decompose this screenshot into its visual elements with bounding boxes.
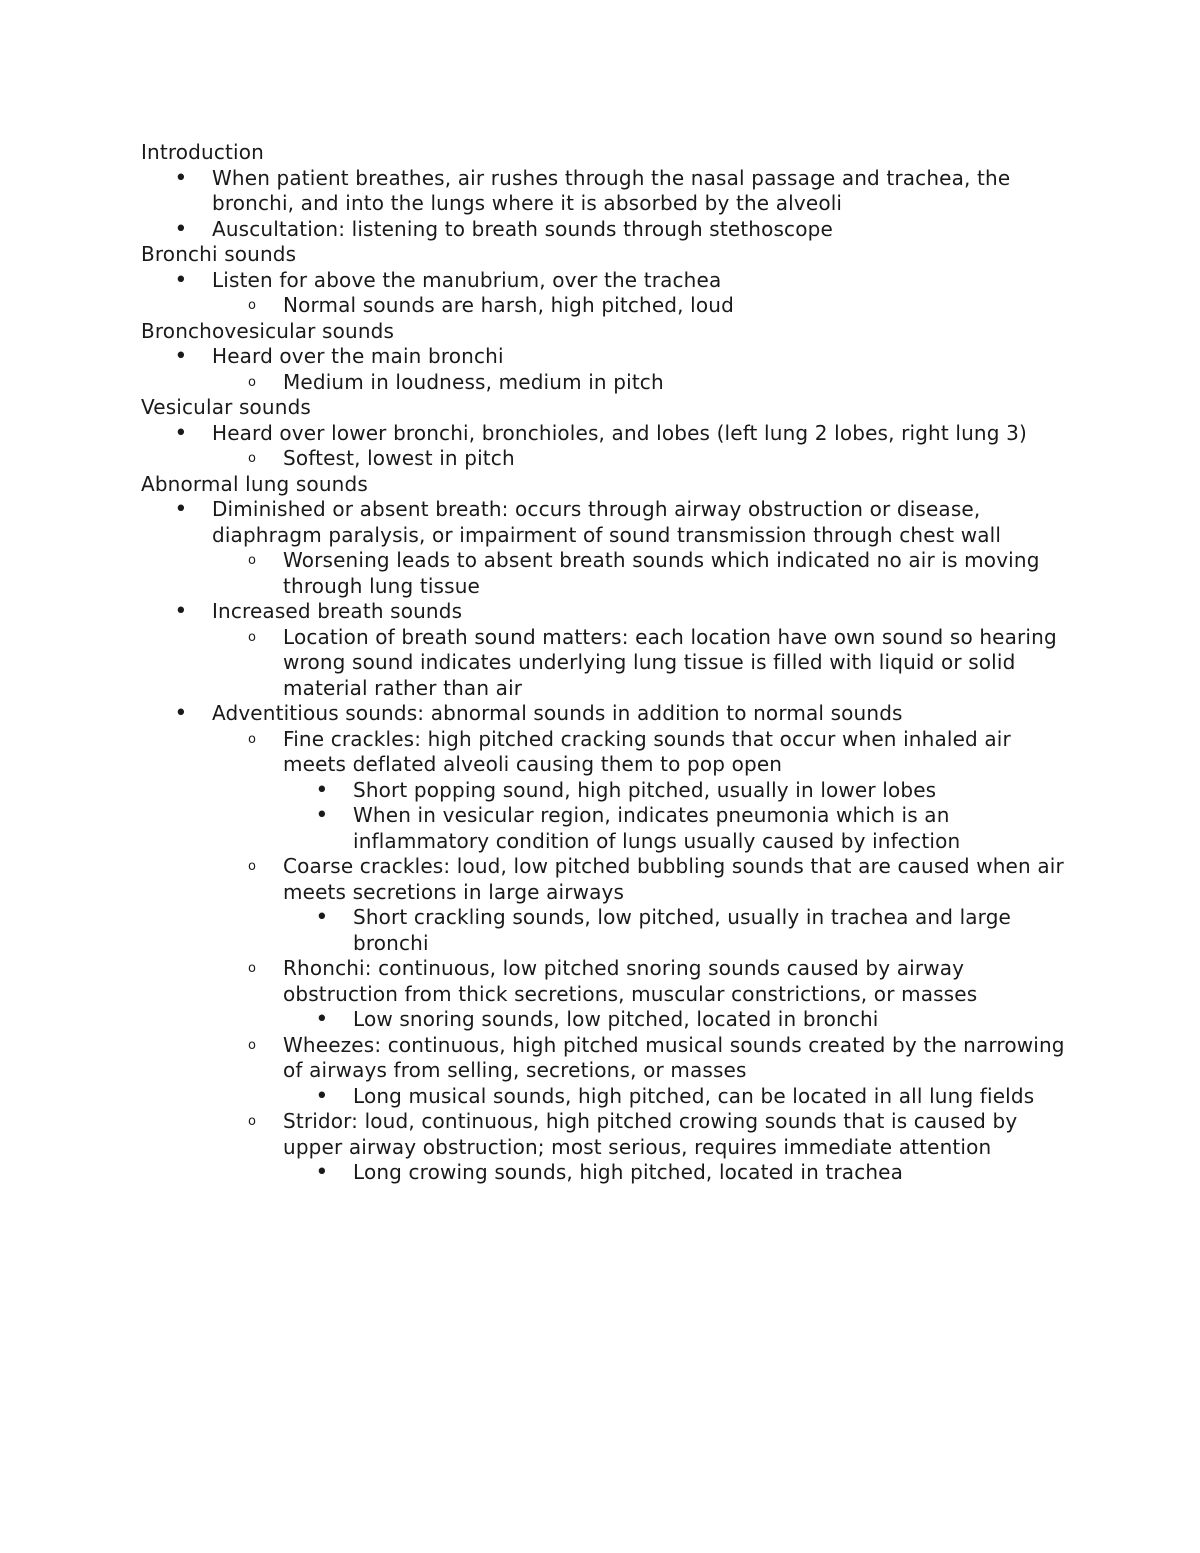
list-item xyxy=(141,1007,1080,1033)
bullet-icon: • xyxy=(315,905,329,930)
list-item xyxy=(141,344,1080,370)
bullet-icon: • xyxy=(315,1007,329,1032)
list-item xyxy=(141,1160,1080,1186)
list-item xyxy=(141,497,1080,548)
bullet-icon: • xyxy=(315,1083,329,1109)
bullet-icon: • xyxy=(315,1160,329,1185)
circle-bullet-icon: o xyxy=(247,451,257,466)
list-item-text: Rhonchi: continuous, low pitched snoring sounds caused by airway obstruction from thick secretions, muscular constrictions, or masses xyxy=(283,956,978,1006)
list-item xyxy=(141,548,1080,599)
list-item xyxy=(141,268,1080,294)
list-item xyxy=(141,701,1080,727)
list-item xyxy=(141,166,1080,217)
list-item-text: Long musical sounds, high pitched, can be located in all lung fields xyxy=(353,1083,1035,1108)
list-item-text: Short popping sound, high pitched, usually in lower lobes xyxy=(353,777,937,802)
list-item-text: Stridor: loud, continuous, high pitched crowing sounds that is caused by upper airway obstruction; most serious, requires immediate attention xyxy=(283,1109,1018,1159)
list-item-text: Worsening leads to absent breath sounds which indicated no air is moving through lung tissue xyxy=(283,548,1040,598)
section-heading-bronchovesicular: Bronchovesicular sounds xyxy=(141,318,395,343)
list-item-text: Softest, lowest in pitch xyxy=(283,446,515,470)
circle-bullet-icon: o xyxy=(247,961,257,976)
list-item xyxy=(141,421,1080,447)
section-heading-abnormal: Abnormal lung sounds xyxy=(141,471,368,496)
bullet-icon: • xyxy=(315,803,329,828)
list-item-text: Location of breath sound matters: each location have own sound so hearing wrong sound indicates underlying lung tissue is filled with liquid or solid material rather than air xyxy=(283,624,1057,700)
list-item-text: Heard over the main bronchi xyxy=(212,344,504,368)
list-item-text: Adventitious sounds: abnormal sounds in addition to normal sounds xyxy=(212,701,903,725)
circle-bullet-icon: o xyxy=(247,629,257,645)
section-heading-introduction: Introduction xyxy=(141,140,264,164)
bullet-icon: • xyxy=(174,420,188,446)
list-item xyxy=(141,1033,1080,1084)
bullet-icon: • xyxy=(174,344,188,369)
list-item-text: When patient breathes, air rushes through the nasal passage and trachea, the bronchi, and into the lungs where it is absorbed by the alveoli xyxy=(212,165,1011,215)
list-item xyxy=(141,217,1080,243)
list-item xyxy=(141,854,1080,905)
list-item-text: Coarse crackles: loud, low pitched bubbling sounds that are caused when air meets secretions in large airways xyxy=(283,854,1064,904)
list-item xyxy=(141,1109,1080,1160)
list-item-text: Medium in loudness, medium in pitch xyxy=(283,369,664,394)
circle-bullet-icon: o xyxy=(247,553,257,568)
bullet-icon: • xyxy=(315,777,329,803)
circle-bullet-icon: o xyxy=(247,731,257,747)
bullet-icon: • xyxy=(174,165,188,191)
list-item xyxy=(141,905,1080,956)
section-heading-bronchi: Bronchi sounds xyxy=(141,242,297,266)
list-item xyxy=(141,778,1080,804)
list-item-text: When in vesicular region, indicates pneumonia which is an inflammatory condition of lungs usually caused by infection xyxy=(353,803,961,853)
list-item-text: Diminished or absent breath: occurs through airway obstruction or disease, diaphragm paralysis, or impairment of sound transmission through chest wall xyxy=(212,497,1002,547)
bullet-icon: • xyxy=(174,599,188,624)
list-item xyxy=(141,370,1080,396)
list-item xyxy=(141,803,1080,854)
list-item-text: Short crackling sounds, low pitched, usually in trachea and large bronchi xyxy=(353,905,1012,955)
bullet-icon: • xyxy=(174,497,188,522)
list-item-text: Heard over lower bronchi, bronchioles, and lobes (left lung 2 lobes, right lung 3) xyxy=(212,420,1027,445)
list-item xyxy=(141,625,1080,702)
list-item-text: Normal sounds are harsh, high pitched, loud xyxy=(283,293,734,317)
list-item-text: Low snoring sounds, low pitched, located in bronchi xyxy=(353,1007,879,1031)
list-item xyxy=(141,446,1080,472)
list-item xyxy=(141,727,1080,778)
circle-bullet-icon: o xyxy=(247,1114,257,1129)
circle-bullet-icon: o xyxy=(247,1037,257,1053)
bullet-icon: • xyxy=(174,267,188,293)
list-item xyxy=(141,956,1080,1007)
circle-bullet-icon: o xyxy=(247,859,257,874)
list-item-text: Fine crackles: high pitched cracking sounds that occur when inhaled air meets deflated alveoli causing them to pop open xyxy=(283,726,1011,776)
circle-bullet-icon: o xyxy=(247,374,257,390)
list-item-text: Listen for above the manubrium, over the trachea xyxy=(212,267,722,292)
bullet-icon: • xyxy=(174,216,188,242)
circle-bullet-icon: o xyxy=(247,298,257,313)
list-item-text: Auscultation: listening to breath sounds through stethoscope xyxy=(212,216,833,241)
list-item-text: Wheezes: continuous, high pitched musical sounds created by the narrowing of airways from selling, secretions, or masses xyxy=(283,1032,1065,1082)
list-item-text: Long crowing sounds, high pitched, located in trachea xyxy=(353,1160,904,1184)
bullet-icon: • xyxy=(174,701,188,726)
list-item xyxy=(141,293,1080,319)
list-item xyxy=(141,599,1080,625)
list-item xyxy=(141,1084,1080,1110)
section-heading-vesicular: Vesicular sounds xyxy=(141,395,311,419)
list-item-text: Increased breath sounds xyxy=(212,599,463,623)
